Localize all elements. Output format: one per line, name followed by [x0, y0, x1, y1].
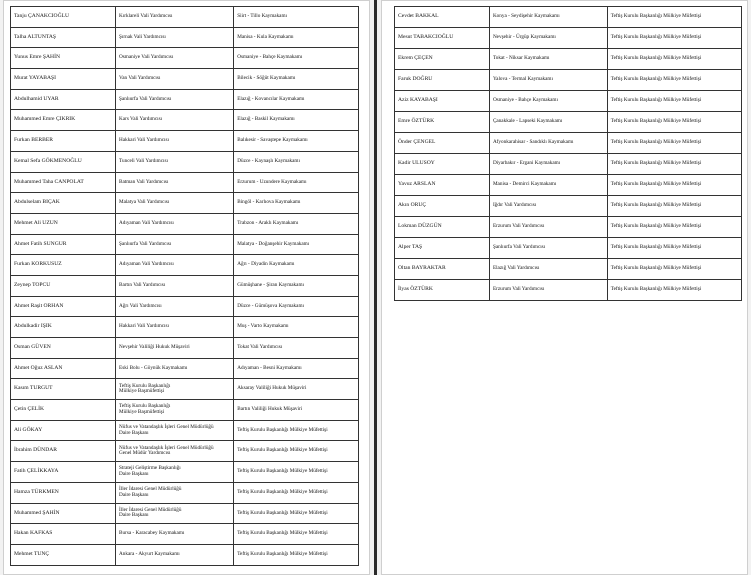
current-position-cell: İller İdaresi Genel Müdürlüğü Daire Başkanı [116, 503, 234, 524]
table-row [11, 482, 359, 503]
table-row [11, 27, 359, 48]
current-position-cell: Teftiş Kurulu Başkanlığı Mülkiye Başmüfettişi [116, 379, 234, 400]
person-name-cell: Mesut TABAKCIOĞLU [395, 28, 490, 49]
new-position-cell: Manisa - Kula Kaymakamı [234, 27, 359, 48]
table-row [11, 275, 359, 296]
person-name-cell: Yavuz ARSLAN [395, 175, 490, 196]
new-position-cell: Teftiş Kurulu Başkanlığı Mülkiye Müfettişi [234, 441, 359, 462]
new-position-cell: Adıyaman - Besni Kaymakamı [234, 358, 359, 379]
table-row [11, 110, 359, 131]
current-position-cell: Nevşehir - Ürgüp Kaymakamı [489, 28, 607, 49]
current-position-cell: Hakkari Vali Yardımcısı [116, 317, 234, 338]
person-name-cell: Hamza TÜRKMEN [11, 482, 116, 503]
table-row [11, 7, 359, 28]
table-row [11, 131, 359, 152]
appointments-table-right [394, 6, 742, 301]
new-position-cell: Osmaniye - Bahçe Kaymakamı [234, 48, 359, 69]
current-position-cell: Ankara - Akyurt Kaymakamı [116, 544, 234, 565]
person-name-cell: Tanju ÇANAKCIOĞLU [11, 7, 116, 28]
new-position-cell: Balıkesir - Savaştepe Kaymakamı [234, 131, 359, 152]
table-row [11, 524, 359, 545]
person-name-cell: Osman GÜVEN [11, 338, 116, 359]
table-row [11, 358, 359, 379]
table-row [11, 172, 359, 193]
new-position-cell: Teftiş Kurulu Başkanlığı Mülkiye Müfettişi [234, 524, 359, 545]
new-position-cell: Gümüşhane - Şiran Kaymakamı [234, 275, 359, 296]
person-name-cell: Hakan KAFKAS [11, 524, 116, 545]
new-position-cell: Düzce - Kaynaşlı Kaymakamı [234, 151, 359, 172]
person-name-cell: Önder ÇENGEL [395, 133, 490, 154]
new-position-cell: Muş - Varto Kaymakamı [234, 317, 359, 338]
new-position-cell: Teftiş Kurulu Başkanlığı Mülkiye Müfettişi [607, 112, 741, 133]
new-position-cell: Teftiş Kurulu Başkanlığı Mülkiye Müfettişi [607, 259, 741, 280]
table-row [11, 193, 359, 214]
current-position-cell: Van Vali Yardımcısı [116, 69, 234, 90]
person-name-cell: İlyas ÖZTÜRK [395, 280, 490, 301]
document-page-left [3, 0, 370, 575]
current-position-cell: Nevşehir Valiliği Hukuk Müşaviri [116, 338, 234, 359]
current-position-cell: Diyarbakır - Ergani Kaymakamı [489, 154, 607, 175]
person-name-cell: Abdulhamid UYAR [11, 89, 116, 110]
person-name-cell: Zeynep TOPCU [11, 275, 116, 296]
person-name-cell: Muhammed Taha CANPOLAT [11, 172, 116, 193]
current-position-cell: Afyonkarahisar - Sandıklı Kaymakamı [489, 133, 607, 154]
person-name-cell: Lokman DÜZGÜN [395, 217, 490, 238]
current-position-cell: Yalova - Termal Kaymakamı [489, 70, 607, 91]
table-row [11, 213, 359, 234]
current-position-cell: Hakkari Vali Yardımcısı [116, 131, 234, 152]
new-position-cell: Elazığ - Kovancılar Kaymakamı [234, 89, 359, 110]
new-position-cell: Teftiş Kurulu Başkanlığı Mülkiye Müfettişi [607, 217, 741, 238]
new-position-cell: Teftiş Kurulu Başkanlığı Mülkiye Müfettişi [607, 196, 741, 217]
new-position-cell: Tokat Vali Yardımcısı [234, 338, 359, 359]
table-row [11, 317, 359, 338]
table-row [11, 69, 359, 90]
current-position-cell: Tunceli Vali Yardımcısı [116, 151, 234, 172]
new-position-cell: Teftiş Kurulu Başkanlığı Mülkiye Müfettişi [234, 503, 359, 524]
current-position-cell: Osmaniye Vali Yardımcısı [116, 48, 234, 69]
table-row [11, 151, 359, 172]
person-name-cell: Ekrem ÇEÇEN [395, 49, 490, 70]
person-name-cell: Murat YAYABAŞI [11, 69, 116, 90]
current-position-cell: Adıyaman Vali Yardımcısı [116, 255, 234, 276]
table-row [395, 49, 742, 70]
current-position-cell: Çanakkale - Lapseki Kaymakamı [489, 112, 607, 133]
table-row [11, 462, 359, 483]
new-position-cell: Bartın Valiliği Hukuk Müşaviri [234, 400, 359, 421]
page-divider [374, 0, 377, 575]
person-name-cell: Akın ORUÇ [395, 196, 490, 217]
table-row [11, 234, 359, 255]
person-name-cell: Aziz KAYABAŞI [395, 91, 490, 112]
current-position-cell: Kırklareli Vali Yardımcısı [116, 7, 234, 28]
person-name-cell: Ali GÖKAY [11, 420, 116, 441]
new-position-cell: Erzurum - Uzundere Kaymakamı [234, 172, 359, 193]
new-position-cell: Teftiş Kurulu Başkanlığı Mülkiye Müfettişi [607, 280, 741, 301]
current-position-cell: Batman Vali Yardımcısı [116, 172, 234, 193]
new-position-cell: Bilecik - Söğüt Kaymakamı [234, 69, 359, 90]
current-position-cell: Iğdır Vali Yardımcısı [489, 196, 607, 217]
table-row [11, 503, 359, 524]
current-position-cell: Manisa - Demirci Kaymakamı [489, 175, 607, 196]
person-name-cell: Muhammed ŞAHİN [11, 503, 116, 524]
current-position-cell: Adıyaman Vali Yardımcısı [116, 213, 234, 234]
person-name-cell: Faruk DOĞRU [395, 70, 490, 91]
person-name-cell: İbrahim DÜNDAR [11, 441, 116, 462]
current-position-cell: İller İdaresi Genel Müdürlüğü Daire Başkanı [116, 482, 234, 503]
person-name-cell: Kemal Sefa GÖKMENOĞLU [11, 151, 116, 172]
current-position-cell: Konya - Seydişehir Kaymakamı [489, 7, 607, 28]
current-position-cell: Eski Bolu - Göynük Kaymakamı [116, 358, 234, 379]
new-position-cell: Teftiş Kurulu Başkanlığı Mülkiye Müfettişi [607, 91, 741, 112]
new-position-cell: Trabzon - Araklı Kaymakamı [234, 213, 359, 234]
table-row [11, 338, 359, 359]
person-name-cell: Furkan KORKUSUZ [11, 255, 116, 276]
table-row [395, 70, 742, 91]
new-position-cell: Teftiş Kurulu Başkanlığı Mülkiye Müfettişi [234, 462, 359, 483]
table-row [395, 175, 742, 196]
current-position-cell: Erzurum Vali Yardımcısı [489, 280, 607, 301]
person-name-cell: Kadir ULUSOY [395, 154, 490, 175]
person-name-cell: Mehmet TUNÇ [11, 544, 116, 565]
person-name-cell: Yunus Emre ŞAHİN [11, 48, 116, 69]
new-position-cell: Siirt - Tillo Kaymakamı [234, 7, 359, 28]
table-row [11, 89, 359, 110]
table-row [11, 400, 359, 421]
current-position-cell: Bursa - Karacabey Kaymakamı [116, 524, 234, 545]
table-row [11, 420, 359, 441]
person-name-cell: Furkan BERBER [11, 131, 116, 152]
new-position-cell: Teftiş Kurulu Başkanlığı Mülkiye Müfettişi [234, 544, 359, 565]
table-row [395, 280, 742, 301]
person-name-cell: Muhammed Emre ÇIKRIK [11, 110, 116, 131]
table-row [11, 48, 359, 69]
current-position-cell: Kars Vali Yardımcısı [116, 110, 234, 131]
current-position-cell: Tokat - Niksar Kaymakamı [489, 49, 607, 70]
person-name-cell: Emre ÖZTÜRK [395, 112, 490, 133]
new-position-cell: Teftiş Kurulu Başkanlığı Mülkiye Müfettişi [234, 420, 359, 441]
current-position-cell: Teftiş Kurulu Başkanlığı Mülkiye Başmüfettişi [116, 400, 234, 421]
new-position-cell: Elazığ - Baskil Kaymakamı [234, 110, 359, 131]
person-name-cell: Cevdet BAKKAL [395, 7, 490, 28]
person-name-cell: Mehmet Ali UZUN [11, 213, 116, 234]
new-position-cell: Teftiş Kurulu Başkanlığı Mülkiye Müfettişi [607, 49, 741, 70]
new-position-cell: Aksaray Valiliği Hukuk Müşaviri [234, 379, 359, 400]
current-position-cell: Şanlıurfa Vali Yardımcısı [116, 234, 234, 255]
person-name-cell: Abdulselam BIÇAK [11, 193, 116, 214]
current-position-cell: Malatya Vali Yardımcısı [116, 193, 234, 214]
table-row [395, 7, 742, 28]
table-row [395, 259, 742, 280]
person-name-cell: Ahmet Fatih SUNGUR [11, 234, 116, 255]
new-position-cell: Düzce - Gümüşova Kaymakamı [234, 296, 359, 317]
table-body [11, 7, 359, 566]
table-row [11, 255, 359, 276]
table-row [395, 28, 742, 49]
person-name-cell: Abdulkadir IŞIK [11, 317, 116, 338]
table-row [11, 296, 359, 317]
new-position-cell: Malatya - Doğanşehir Kaymakamı [234, 234, 359, 255]
new-position-cell: Bingöl - Karlıova Kaymakamı [234, 193, 359, 214]
current-position-cell: Erzurum Vali Yardımcısı [489, 217, 607, 238]
table-row [395, 196, 742, 217]
new-position-cell: Teftiş Kurulu Başkanlığı Mülkiye Müfettişi [607, 28, 741, 49]
person-name-cell: Ahmet Raşit ORHAN [11, 296, 116, 317]
current-position-cell: Osmaniye - Bahçe Kaymakamı [489, 91, 607, 112]
new-position-cell: Teftiş Kurulu Başkanlığı Mülkiye Müfettişi [607, 238, 741, 259]
new-position-cell: Ağrı - Diyadin Kaymakamı [234, 255, 359, 276]
new-position-cell: Teftiş Kurulu Başkanlığı Mülkiye Müfettişi [607, 175, 741, 196]
person-name-cell: Kasım TURGUT [11, 379, 116, 400]
person-name-cell: Talha ALTUNTAŞ [11, 27, 116, 48]
appointments-table-left [10, 6, 359, 566]
new-position-cell: Teftiş Kurulu Başkanlığı Mülkiye Müfettişi [607, 133, 741, 154]
table-row [395, 91, 742, 112]
current-position-cell: Elazığ Vali Yardımcısı [489, 259, 607, 280]
current-position-cell: Nüfus ve Vatandaşlık İşleri Genel Müdürlüğü Genel Müdür Yardımcısı [116, 441, 234, 462]
person-name-cell: Çetin ÇELİK [11, 400, 116, 421]
new-position-cell: Teftiş Kurulu Başkanlığı Mülkiye Müfettişi [607, 70, 741, 91]
current-position-cell: Ağrı Vali Yardımcısı [116, 296, 234, 317]
table-row [395, 112, 742, 133]
table-row [395, 133, 742, 154]
new-position-cell: Teftiş Kurulu Başkanlığı Mülkiye Müfettişi [607, 7, 741, 28]
table-row [395, 217, 742, 238]
table-row [395, 154, 742, 175]
table-row [11, 544, 359, 565]
current-position-cell: Şanlıurfa Vali Yardımcısı [116, 89, 234, 110]
table-body [395, 7, 742, 301]
current-position-cell: Şırnak Vali Yardımcısı [116, 27, 234, 48]
person-name-cell: Fatih ÇELİKKAYA [11, 462, 116, 483]
table-row [395, 238, 742, 259]
person-name-cell: Ahmet Oğuz ASLAN [11, 358, 116, 379]
current-position-cell: Bartın Vali Yardımcısı [116, 275, 234, 296]
new-position-cell: Teftiş Kurulu Başkanlığı Mülkiye Müfettişi [234, 482, 359, 503]
current-position-cell: Strateji Geliştirme Başkanlığı Daire Başkanı [116, 462, 234, 483]
new-position-cell: Teftiş Kurulu Başkanlığı Mülkiye Müfettişi [607, 154, 741, 175]
person-name-cell: Alper TAŞ [395, 238, 490, 259]
person-name-cell: Oltan BAYRAKTAR [395, 259, 490, 280]
document-page-right [381, 0, 748, 575]
table-row [11, 441, 359, 462]
table-row [11, 379, 359, 400]
current-position-cell: Şanlıurfa Vali Yardımcısı [489, 238, 607, 259]
current-position-cell: Nüfus ve Vatandaşlık İşleri Genel Müdürlüğü Daire Başkanı [116, 420, 234, 441]
